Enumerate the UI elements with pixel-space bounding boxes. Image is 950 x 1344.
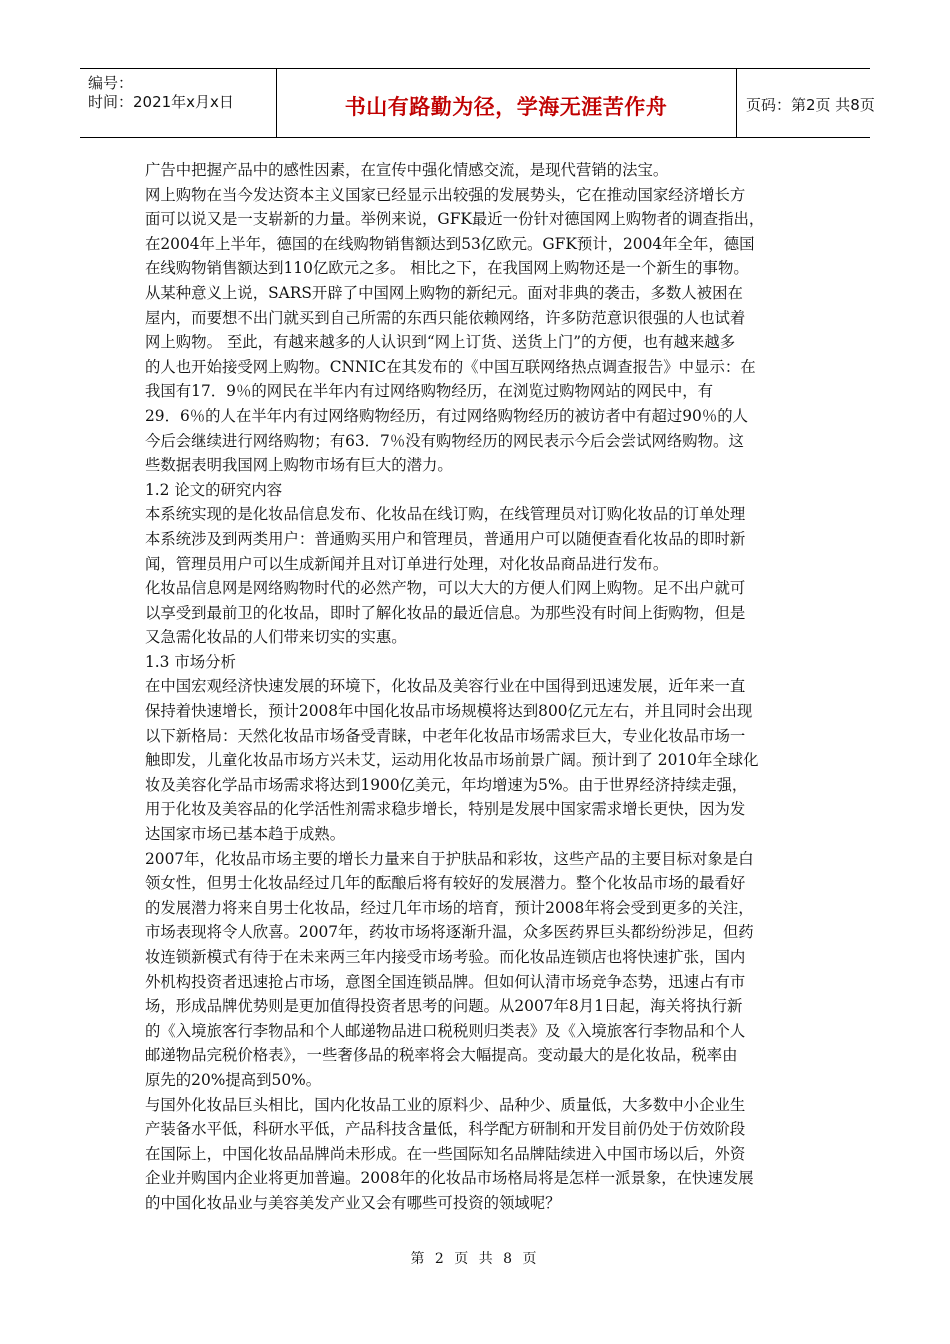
body-text-line: 网上购物。 至此，有越来越多的人认识到“网上订货、送货上门”的方便，也有越来越多 bbox=[145, 333, 736, 352]
body-text-line: 2007年，化妆品市场主要的增长力量来自于护肤品和彩妆，这些产品的主要目标对象是白 bbox=[145, 849, 754, 868]
body-text-line: 市场表现将令人欣喜。2007年，药妆市场将逐渐升温，众多医药界巨头都纷纷涉足，但药 bbox=[145, 923, 754, 942]
document-time-label: 时间：2021年x月x日 bbox=[88, 93, 234, 111]
body-text-line: 屋内，而要想不出门就买到自己所需的东西只能依赖网络，许多防范意识很强的人也试着 bbox=[145, 308, 746, 327]
body-text-line: 与国外化妆品巨头相比，国内化妆品工业的原料少、品种少、质量低，大多数中小企业生 bbox=[145, 1095, 746, 1114]
body-text-line: 本系统涉及到两类用户：普通购买用户和管理员，普通用户可以随便查看化妆品的即时新 bbox=[145, 529, 746, 548]
body-text-line: 广告中把握产品中的感性因素，在宣传中强化情感交流，是现代营销的法宝。 bbox=[145, 161, 669, 179]
body-text-line: 又急需化妆品的人们带来切实的实惠。 bbox=[145, 628, 407, 647]
body-text-line: 以下新格局：天然化妆品市场备受青睐，中老年化妆品市场需求巨大，专业化妆品市场一 bbox=[145, 726, 746, 745]
header-left-cell bbox=[80, 69, 277, 137]
body-text-line: 本系统实现的是化妆品信息发布、化妆品在线订购，在线管理员对订购化妆品的订单处理 bbox=[145, 505, 746, 524]
header-page-number: 页码：第2页 共8页 bbox=[746, 96, 875, 114]
body-text-line: 外机构投资者迅速抢占市场，意图全国连锁品牌。但如何认清市场竞争态势，迅速占有市 bbox=[145, 972, 746, 991]
header-motto: 书山有路勤为径，学海无涯苦作舟 bbox=[344, 95, 668, 119]
body-text-line: 1.3 市场分析 bbox=[145, 652, 236, 671]
body-text-line: 保持着快速增长，预计2008年中国化妆品市场规模将达到800亿元左右，并且同时会出现 bbox=[145, 702, 753, 721]
header-middle-cell bbox=[276, 69, 737, 137]
body-text-line: 我国有17．9％的网民在半年内有过网络购物经历，在浏览过购物网站的网民中，有 bbox=[145, 382, 714, 401]
body-text-line: 1.2 论文的研究内容 bbox=[145, 480, 283, 499]
body-text-line: 在中国宏观经济快速发展的环境下，化妆品及美容行业在中国得到迅速发展，近年来一直 bbox=[145, 677, 746, 696]
body-text-line: 的《入境旅客行李物品和个人邮递物品进口税税则归类表》及《入境旅客行李物品和个人 bbox=[145, 1021, 746, 1040]
body-text-line: 闻，管理员用户可以生成新闻并且对订单进行处理，对化妆品商品进行发布。 bbox=[145, 554, 669, 573]
body-text-line: 邮递物品完税价格表》，一些奢侈品的税率将会大幅提高。变动最大的是化妆品，税率由 bbox=[145, 1046, 738, 1065]
body-text-line: 的人也开始接受网上购物。CNNIC在其发布的《中国互联网络热点调查报告》中显示：在 bbox=[145, 357, 756, 376]
page-header bbox=[80, 68, 875, 138]
body-text-line: 原先的20%提高到50%。 bbox=[145, 1070, 322, 1089]
document-body bbox=[145, 158, 810, 1216]
body-text-line: 企业并购国内企业将更加普遍。2008年的化妆品市场格局将是怎样一派景象，在快速发展 bbox=[145, 1169, 754, 1188]
page-footer: 第 2 页 共 8 页 bbox=[410, 1251, 540, 1267]
document-code-label: 编号： bbox=[88, 74, 134, 92]
body-text-line: 在国际上，中国化妆品品牌尚未形成。在一些国际知名品牌陆续进入中国市场以后，外资 bbox=[145, 1144, 746, 1163]
body-text-line: 达国家市场已基本趋于成熟。 bbox=[145, 825, 346, 844]
body-text-line: 的中国化妆品业与美容美发产业又会有哪些可投资的领域呢？ bbox=[145, 1193, 561, 1212]
body-text-line: 以享受到最前卫的化妆品，即时了解化妆品的最近信息。为那些没有时间上街购物，但是 bbox=[145, 603, 746, 622]
body-text-line: 网上购物在当今发达资本主义国家已经显示出较强的发展势头，它在推动国家经济增长方 bbox=[145, 185, 746, 204]
header-right-cell bbox=[736, 69, 875, 137]
body-text-line: 在2004年上半年，德国的在线购物销售额达到53亿欧元。GFK预计，2004年全年，德国 bbox=[145, 234, 755, 253]
body-text-line: 用于化妆及美容品的化学活性剂需求稳步增长，特别是发展中国家需求增长更快，因为发 bbox=[145, 800, 746, 819]
body-text-line: 面可以说又是一支崭新的力量。举例来说，GFK最近一份针对德国网上购物者的调查指出， bbox=[145, 210, 765, 229]
body-text-line: 些数据表明我国网上购物市场有巨大的潜力。 bbox=[145, 456, 453, 475]
body-text-line: 妆连锁新模式有待于在未来两三年内接受市场考验。而化妆品连锁店也将快速扩张，国内 bbox=[145, 948, 746, 966]
body-text-line: 的发展潜力将来自男士化妆品，经过几年市场的培育，预计2008年将会受到更多的关注， bbox=[145, 898, 754, 917]
body-text-line: 产装备水平低，科研水平低，产品科技含量低，科学配方研制和开发目前仍处于仿效阶段 bbox=[145, 1120, 746, 1139]
body-text-line: 领女性，但男士化妆品经过几年的酝酿后将有较好的发展潜力。整个化妆品市场的最看好 bbox=[145, 874, 746, 893]
body-text-line: 化妆品信息网是网络购物时代的必然产物，可以大大的方便人们网上购物。足不出户就可 bbox=[145, 579, 746, 598]
body-text-line: 妆及美容化学品市场需求将达到1900亿美元，年均增速为5%。由于世界经济持续走强， bbox=[145, 775, 748, 794]
body-text-line: 今后会继续进行网络购物；有63．7％没有购物经历的网民表示今后会尝试网络购物。这 bbox=[145, 431, 744, 450]
body-text-line: 29．6％的人在半年内有过网络购物经历，有过网络购物经历的被访者中有超过90％的人 bbox=[145, 406, 749, 425]
body-text-line: 触即发，儿童化妆品市场方兴未艾，运动用化妆品市场前景广阔。预计到了 2010年全球化 bbox=[145, 751, 759, 770]
body-text-line: 场，形成品牌优势则是更加值得投资者思考的问题。从2007年8月1日起，海关将执行新 bbox=[145, 997, 743, 1016]
body-text-line: 从某种意义上说，SARS开辟了中国网上购物的新纪元。面对非典的袭击，多数人被困在 bbox=[145, 283, 743, 302]
body-text-line: 在线购物销售额达到110亿欧元之多。 相比之下，在我国网上购物还是一个新生的事物。 bbox=[145, 259, 749, 278]
